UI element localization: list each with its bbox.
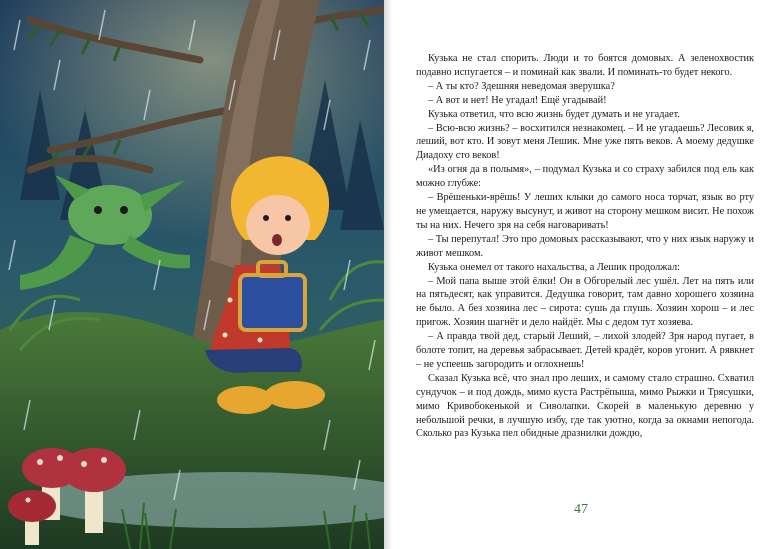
paragraph: – Всю-всю жизнь? – восхитился незнакомец. – И не угадаешь? Лесовик я, леший, вот кто. И зовут меня Лешик. Мне уже пять веков. А моему дедушке Диадоху сто веков! bbox=[416, 122, 754, 162]
story-text bbox=[416, 52, 754, 441]
page-number: 47 bbox=[574, 502, 588, 517]
paragraph: – А правда твой дед, старый Леший, – лихой злодей? Зря народ пугает, в болоте топит, на деревья забрасывает. Детей крадёт, коров угонит. А рявкнет – не успеешь загородить и оглохнешь! bbox=[416, 331, 754, 370]
text-page bbox=[392, 0, 770, 549]
paragraph: – А ты кто? Здешняя неведомая зверушка? bbox=[428, 80, 615, 92]
paragraph: – Ты перепутал! Это про домовых рассказывают, что у них язык наружу и живот мешком. bbox=[416, 233, 754, 259]
paragraph: «Из огня да в полымя», – подумал Кузька и со страху забился под ель как можно глубже: bbox=[416, 164, 754, 190]
paragraph: – Мой папа выше этой ёлки! Он в Обгорелый лес ушёл. Лет на пять или на пятьдесят, как управится. Дедушка говорит, там давно хорошего хозяина не было. А без хозяина лес – сирота: сушь да глушь. Хозяин хорош – и лес пригож. Хозяин шагнёт и дело найдёт. Мы с дедом тут хозяева. bbox=[416, 275, 754, 329]
paragraph: Кузька не стал спорить. Люди и то боятся домовых. А зеленохвостик подавно испугается – и поминай как звали. И поминать-то будет некого. bbox=[416, 53, 754, 78]
page-gutter bbox=[384, 0, 392, 549]
paragraph: – А вот и нет! Не угадал! Ещё угадывай! bbox=[428, 94, 607, 106]
paragraph: Кузька онемел от такого нахальства, а Лешик продолжал: bbox=[428, 261, 681, 273]
forest-illustration bbox=[0, 0, 384, 549]
paragraph: Сказал Кузька всё, что знал про леших, и самому стало страшно. Схватил сундучок – и под дождь, мимо куста Растрёпыша, мимо Рыжки и Трясушки, мимо Кривобокенькой и Сиволапки. Скорей в маленькую деревню у небольшой речки, в лучшую избу, где так уютно, когда за окнами непогода. Сколько раз Кузька пел обидные дразнилки дождю, bbox=[416, 372, 754, 440]
paragraph: Кузька ответил, что всю жизнь будет думать и не угадает. bbox=[428, 108, 680, 120]
illustration-page bbox=[0, 0, 384, 549]
paragraph: – Врёшеньки-врёшь! У леших клыки до самого носа торчат, язык во рту не умещается, наружу высунут, и живот на сторону мешком висит. Не похож ты на них. Нечего зря на себя наговаривать! bbox=[416, 192, 754, 231]
